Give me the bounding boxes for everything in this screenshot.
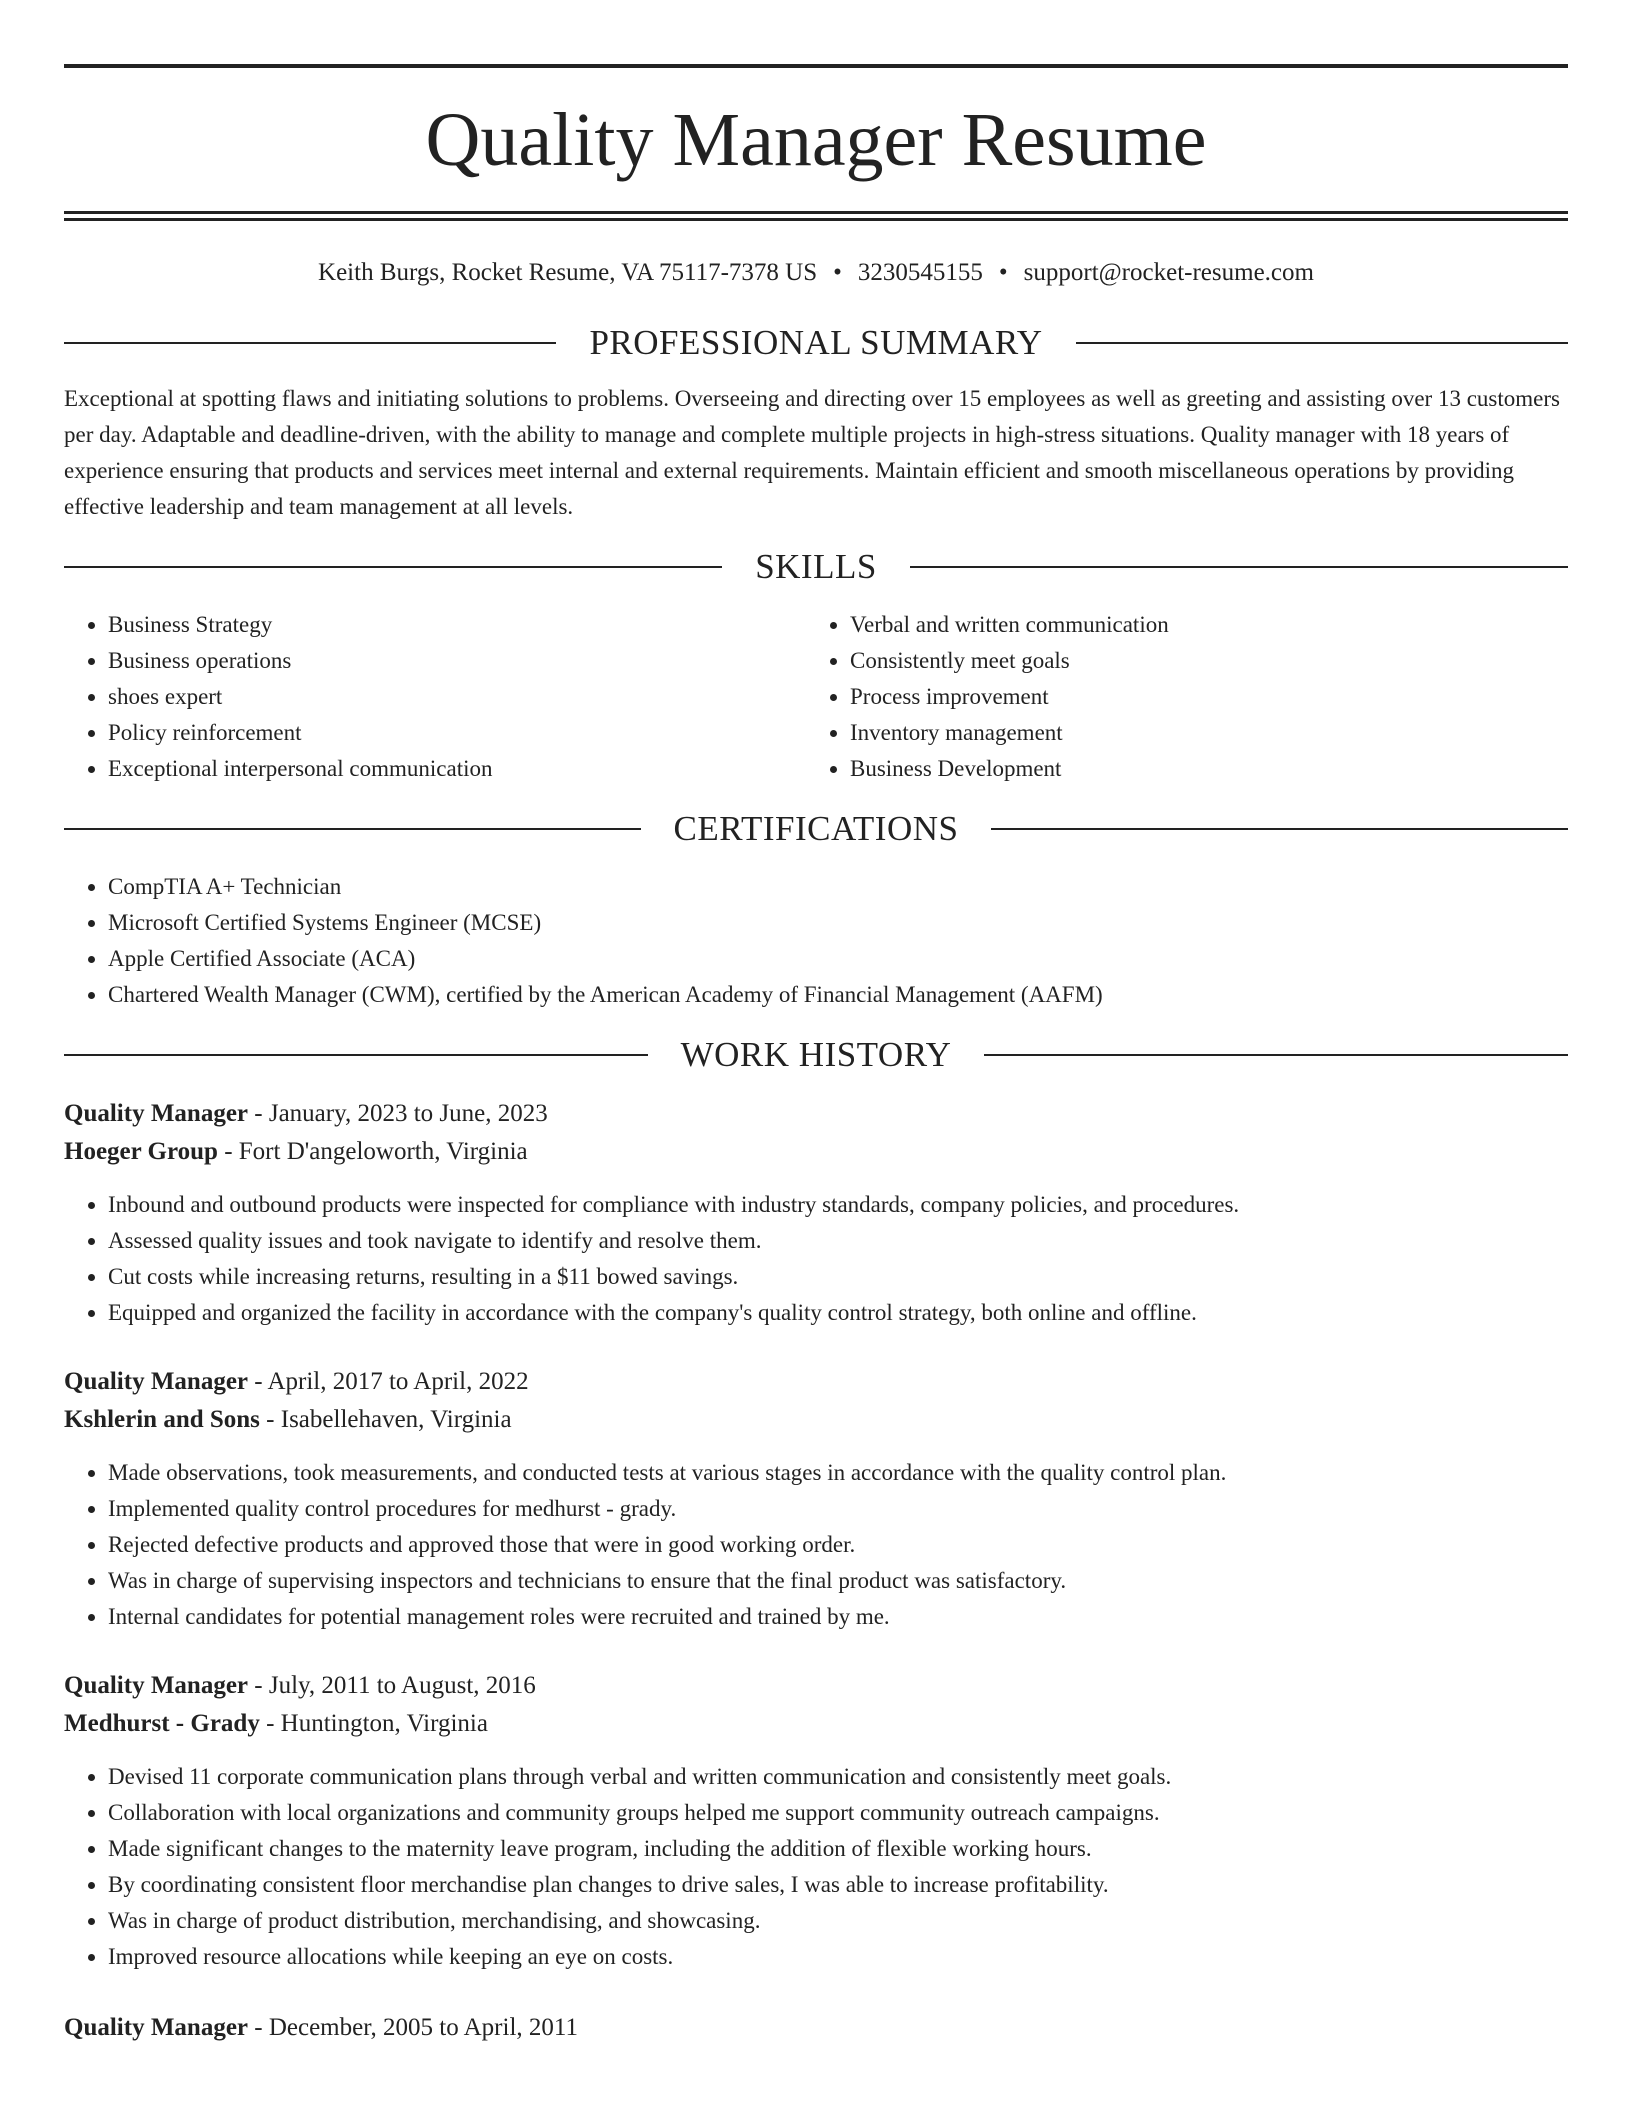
job-bullet: • Improved resource allocations while keeping an eye on costs. [108, 1939, 1568, 1975]
job-bullet: • Devised 11 corporate communication plans through verbal and written communication and consistently meet goals. [108, 1759, 1568, 1795]
job-location: Fort D'angeloworth, Virginia [238, 1138, 528, 1165]
skill-item: • Business Strategy [108, 607, 806, 643]
certifications-list [64, 869, 1568, 1013]
job-entry [64, 1095, 1568, 1331]
certification-item: • Chartered Wealth Manager (CWM), certified by the American Academy of Financial Management (AAFM) [108, 977, 1568, 1013]
job-entry [64, 1363, 1568, 1635]
job-bullet: • Assessed quality issues and took navigate to identify and resolve them. [108, 1223, 1568, 1259]
certification-item: • CompTIA A+ Technician [108, 869, 1568, 905]
job-company: Hoeger Group [64, 1138, 218, 1165]
job-bullet: • Collaboration with local organizations and community groups helped me support community outreach campaigns. [108, 1795, 1568, 1831]
job-bullet: • Was in charge of product distribution, merchandising, and showcasing. [108, 1903, 1568, 1939]
work-heading-label: WORK HISTORY [680, 1035, 952, 1074]
skills-grid [64, 607, 1568, 787]
job-bullet: • Cut costs while increasing returns, resulting in a $11 bowed savings. [108, 1259, 1568, 1295]
job-title-line: Quality Manager - January, 2023 to June, 2023 [64, 1100, 548, 1127]
contact-separator: • [998, 259, 1008, 286]
job-company: Kshlerin and Sons [64, 1406, 260, 1433]
job-company: Medhurst - Grady [64, 1710, 260, 1737]
job-bullet: • Rejected defective products and approved those that were in good working order. [108, 1527, 1568, 1563]
heading-rule-right [984, 1054, 1568, 1056]
skill-item: • Verbal and written communication [850, 607, 1548, 643]
job-location: Huntington, Virginia [280, 1710, 488, 1737]
contact-email: support@rocket-resume.com [1023, 259, 1314, 286]
skill-item: • Exceptional interpersonal communication [108, 751, 806, 787]
job-company-line: Kshlerin and Sons - Isabellehaven, Virginia [64, 1406, 512, 1433]
job-bullets [64, 1759, 1568, 1975]
job-title-line: Quality Manager - December, 2005 to April, 2011 [64, 2014, 578, 2041]
job-dates: April, 2017 to April, 2022 [267, 1368, 529, 1395]
skill-item: • Consistently meet goals [850, 643, 1548, 679]
job-title-line: Quality Manager - April, 2017 to April, 2022 [64, 1368, 529, 1395]
skill-item: • Inventory management [850, 715, 1548, 751]
job-title: Quality Manager [64, 1672, 249, 1699]
skill-item: • shoes expert [108, 679, 806, 715]
heading-rule-left [64, 828, 641, 830]
title-double-rule [64, 211, 1568, 221]
heading-rule-left [64, 1054, 648, 1056]
heading-rule-right [910, 566, 1568, 568]
heading-rule-right [1076, 342, 1568, 344]
job-bullets [64, 1455, 1568, 1635]
job-dates: January, 2023 to June, 2023 [268, 1100, 548, 1127]
work-section-heading [64, 1035, 1568, 1075]
summary-section-heading [64, 323, 1568, 363]
contact-line [64, 257, 1568, 289]
skills-list-right [806, 607, 1548, 787]
job-title-line: Quality Manager - July, 2011 to August, 2016 [64, 1672, 536, 1699]
certification-item: • Microsoft Certified Systems Engineer (MCSE) [108, 905, 1568, 941]
certifications-section-heading [64, 809, 1568, 849]
resume-page [64, 64, 1568, 2047]
job-dates: July, 2011 to August, 2016 [268, 1672, 536, 1699]
summary-text: Exceptional at spotting flaws and initiating solutions to problems. Overseeing and directing over 15 employees as well as greeting and assisting over 13 customers per day. Adaptable and deadline-driven, with the ability to manage and complete multiple projects in high-stress situations. Quality manager with 18 years of experience ensuring that products and services meet internal and external requirements. Maintain efficient and smooth miscellaneous operations by providing effective leadership and team management at all levels. [64, 386, 1560, 519]
job-bullet: • Internal candidates for potential management roles were recruited and trained by me. [108, 1599, 1568, 1635]
job-title: Quality Manager [64, 2014, 249, 2041]
skill-item: • Process improvement [850, 679, 1548, 715]
skill-item: • Policy reinforcement [108, 715, 806, 751]
job-bullet: • Equipped and organized the facility in accordance with the company's quality control strategy, both online and offline. [108, 1295, 1568, 1331]
job-bullet: • Made observations, took measurements, and conducted tests at various stages in accordance with the quality control plan. [108, 1455, 1568, 1491]
skills-section-heading [64, 547, 1568, 587]
job-bullet: • By coordinating consistent floor merchandise plan changes to drive sales, I was able to increase profitability. [108, 1867, 1568, 1903]
job-bullet: • Inbound and outbound products were inspected for compliance with industry standards, company policies, and procedures. [108, 1187, 1568, 1223]
job-company-line: Medhurst - Grady - Huntington, Virginia [64, 1710, 488, 1737]
job-entry [64, 2009, 1568, 2047]
job-entry [64, 1667, 1568, 1975]
job-dates: December, 2005 to April, 2011 [268, 2014, 578, 2041]
contact-address: Keith Burgs, Rocket Resume, VA 75117-7378 US [318, 259, 818, 286]
heading-rule-left [64, 342, 556, 344]
skills-heading-label: SKILLS [755, 547, 877, 586]
contact-phone: 3230545155 [857, 259, 983, 286]
heading-rule-left [64, 566, 722, 568]
skill-item: • Business Development [850, 751, 1548, 787]
skill-item: • Business operations [108, 643, 806, 679]
job-bullets [64, 1187, 1568, 1331]
resume-title: Quality Manager Resume [425, 97, 1207, 182]
job-bullet: • Was in charge of supervising inspectors and technicians to ensure that the final product was satisfactory. [108, 1563, 1568, 1599]
skills-list-left [64, 607, 806, 787]
job-company-line: Hoeger Group - Fort D'angeloworth, Virginia [64, 1138, 528, 1165]
heading-rule-right [991, 828, 1568, 830]
job-title: Quality Manager [64, 1368, 249, 1395]
contact-separator: • [833, 259, 842, 286]
job-bullet: • Made significant changes to the maternity leave program, including the addition of flexible working hours. [108, 1831, 1568, 1867]
certification-item: • Apple Certified Associate (ACA) [108, 941, 1568, 977]
job-bullet: • Implemented quality control procedures for medhurst - grady. [108, 1491, 1568, 1527]
job-location: Isabellehaven, Virginia [280, 1406, 512, 1433]
job-title: Quality Manager [64, 1100, 249, 1127]
title-block [64, 68, 1568, 211]
summary-heading-label: PROFESSIONAL SUMMARY [589, 323, 1043, 362]
certifications-heading-label: CERTIFICATIONS [673, 809, 959, 848]
